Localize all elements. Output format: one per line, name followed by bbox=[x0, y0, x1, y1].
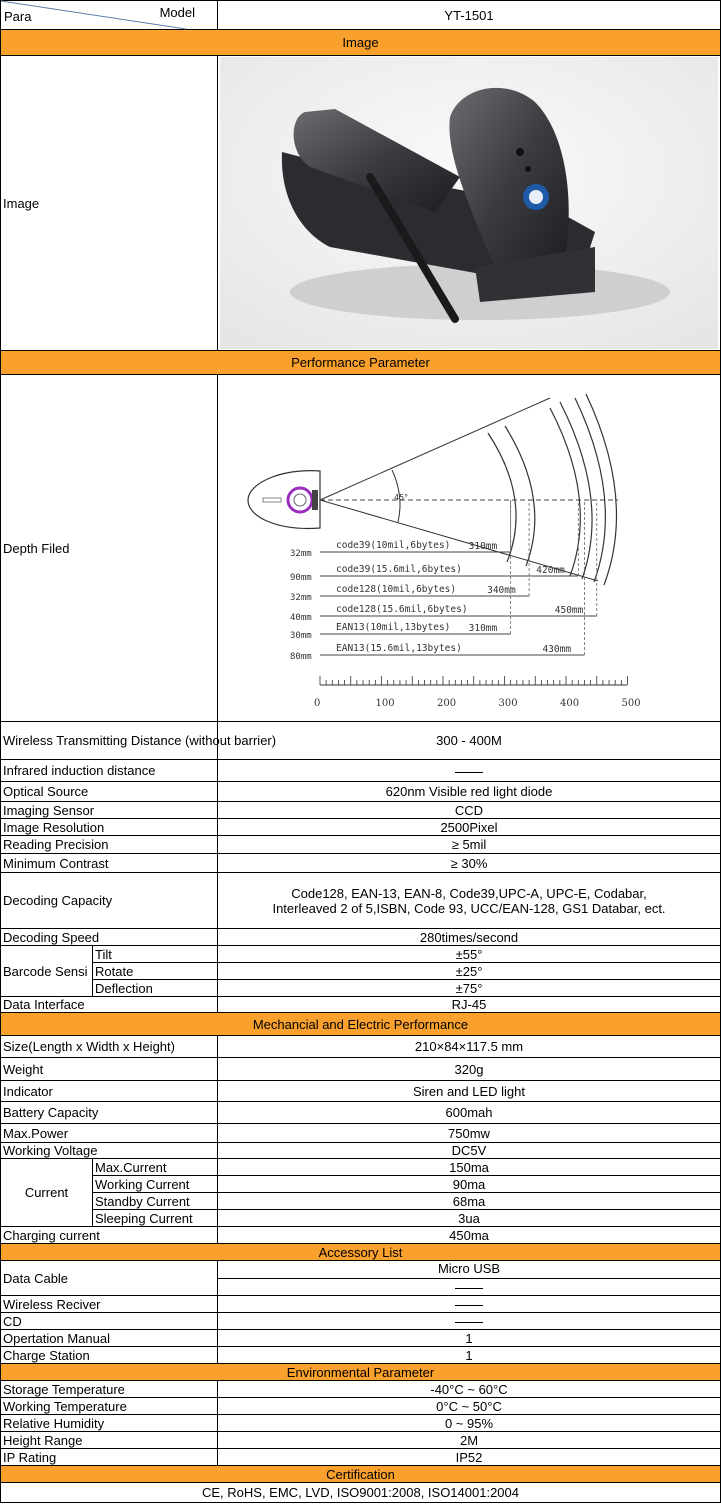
resolution-label: Image Resolution bbox=[1, 819, 218, 836]
weight-value: 320g bbox=[218, 1058, 721, 1081]
image-row bbox=[1, 56, 721, 351]
para-label: Para bbox=[4, 9, 32, 24]
sensor-label: Imaging Sensor bbox=[1, 802, 218, 819]
cable-value-cell bbox=[218, 1261, 721, 1296]
standby-current-label: Standby Current bbox=[93, 1193, 218, 1210]
depth-code-label: code39(10mil,6bytes) bbox=[336, 540, 451, 551]
humidity-label: Relative Humidity bbox=[1, 1415, 218, 1432]
section-certification: Certification bbox=[1, 1466, 721, 1483]
height-value: 2M bbox=[218, 1432, 721, 1449]
scale-label: 0 bbox=[314, 698, 321, 709]
depth-code-label: EAN13(15.6mil,13bytes) bbox=[336, 643, 462, 654]
max-current-value: 150ma bbox=[218, 1159, 721, 1176]
depth-min-label: 80mm bbox=[290, 652, 312, 662]
depth-of-field-diagram bbox=[220, 376, 718, 720]
cable-label: Data Cable bbox=[1, 1261, 218, 1296]
interface-label: Data Interface bbox=[1, 997, 218, 1013]
decoding-value bbox=[218, 873, 721, 929]
depth-distance-label: 310mm bbox=[468, 541, 498, 552]
scale-label: 400 bbox=[560, 698, 580, 709]
depth-min-label: 30mm bbox=[290, 631, 312, 641]
depth-code-label: code128(10mil,6bytes) bbox=[336, 584, 457, 595]
empty-dash bbox=[455, 1321, 483, 1323]
tilt-label: Tilt bbox=[93, 946, 218, 963]
depth-chart-cell bbox=[218, 375, 721, 722]
depth-distance-label: 430mm bbox=[542, 644, 572, 655]
depth-min-label: 40mm bbox=[290, 613, 312, 623]
sleeping-current-label: Sleeping Current bbox=[93, 1210, 218, 1227]
depth-row bbox=[1, 375, 721, 722]
empty-dash bbox=[455, 1304, 483, 1306]
receiver-value bbox=[218, 1296, 721, 1313]
resolution-value: 2500Pixel bbox=[218, 819, 721, 836]
section-mechanical: Mechancial and Electric Performance bbox=[1, 1013, 721, 1036]
sensor-value: CCD bbox=[218, 802, 721, 819]
infrared-label: Infrared induction distance bbox=[1, 760, 218, 782]
depth-distance-label: 340mm bbox=[487, 585, 516, 596]
current-label: Current bbox=[1, 1159, 93, 1227]
depth-min-label: 90mm bbox=[290, 573, 312, 583]
size-value: 210×84×117.5 mm bbox=[218, 1036, 721, 1058]
rotate-label: Rotate bbox=[93, 963, 218, 980]
header-row bbox=[1, 1, 721, 30]
interface-value: RJ-45 bbox=[218, 997, 721, 1013]
storage-label: Storage Temperature bbox=[1, 1381, 218, 1398]
angle-label: 45° bbox=[394, 493, 409, 502]
decoding-line-2: Interleaved 2 of 5,ISBN, Code 93, UCC/EAN-128, GS1 Databar, ect. bbox=[272, 900, 666, 916]
weight-label: Weight bbox=[1, 1058, 218, 1081]
wireless-value: 300 - 400M bbox=[218, 722, 721, 760]
depth-distance-label: 420mm bbox=[536, 565, 565, 576]
manual-label: Opertation Manual bbox=[1, 1330, 218, 1347]
depth-min-label: 32mm bbox=[290, 593, 312, 603]
humidity-value: 0 ~ 95% bbox=[218, 1415, 721, 1432]
power-label: Max.Power bbox=[1, 1124, 218, 1143]
product-photo-cell bbox=[218, 56, 721, 351]
precision-value: ≥ 5mil bbox=[218, 836, 721, 854]
cd-value bbox=[218, 1313, 721, 1330]
working-current-label: Working Current bbox=[93, 1176, 218, 1193]
infrared-value bbox=[218, 760, 721, 782]
section-image: Image bbox=[1, 30, 721, 56]
cable-value: Micro USB bbox=[218, 1261, 720, 1279]
sensi-label: Barcode Sensi bbox=[1, 946, 93, 997]
ip-label: IP Rating bbox=[1, 1449, 218, 1466]
voltage-value: DC5V bbox=[218, 1143, 721, 1159]
indicator-value: Siren and LED light bbox=[218, 1081, 721, 1102]
image-row-label: Image bbox=[1, 56, 218, 351]
max-current-label: Max.Current bbox=[93, 1159, 218, 1176]
storage-value: -40°C ~ 60°C bbox=[218, 1381, 721, 1398]
depth-code-label: code128(15.6mil,6bytes) bbox=[336, 604, 468, 615]
deflection-value: ±75° bbox=[218, 980, 721, 997]
station-value: 1 bbox=[218, 1347, 721, 1364]
indicator-label: Indicator bbox=[1, 1081, 218, 1102]
manual-value: 1 bbox=[218, 1330, 721, 1347]
wireless-label: Wireless Transmitting Distance (without barrier) bbox=[1, 722, 218, 760]
contrast-value: ≥ 30% bbox=[218, 854, 721, 873]
optical-label: Optical Source bbox=[1, 782, 218, 802]
power-value: 750mw bbox=[218, 1124, 721, 1143]
charging-value: 450ma bbox=[218, 1227, 721, 1244]
depth-code-label: EAN13(10mil,13bytes) bbox=[336, 622, 451, 633]
speed-value: 280times/second bbox=[218, 929, 721, 946]
standby-current-value: 68ma bbox=[218, 1193, 721, 1210]
section-environmental: Environmental Parameter bbox=[1, 1364, 721, 1381]
battery-value: 600mah bbox=[218, 1102, 721, 1124]
deflection-label: Deflection bbox=[93, 980, 218, 997]
tilt-value: ±55° bbox=[218, 946, 721, 963]
certification-value: CE, RoHS, EMC, LVD, ISO9001:2008, ISO14001:2004 bbox=[1, 1483, 721, 1503]
scale-label: 500 bbox=[621, 698, 641, 709]
working-temp-value: 0°C ~ 50°C bbox=[218, 1398, 721, 1415]
empty-dash bbox=[455, 771, 483, 773]
section-accessory: Accessory List bbox=[1, 1244, 721, 1261]
decoding-label: Decoding Capacity bbox=[1, 873, 218, 929]
cd-label: CD bbox=[1, 1313, 218, 1330]
ip-value: IP52 bbox=[218, 1449, 721, 1466]
scale-label: 100 bbox=[375, 698, 395, 709]
station-label: Charge Station bbox=[1, 1347, 218, 1364]
model-label: Model bbox=[159, 5, 195, 20]
section-performance: Performance Parameter bbox=[1, 351, 721, 375]
decoding-line-1: Code128, EAN-13, EAN-8, Code39,UPC-A, UPC-E, Codabar, bbox=[291, 885, 647, 901]
sleeping-current-value: 3ua bbox=[218, 1210, 721, 1227]
voltage-label: Working Voltage bbox=[1, 1143, 218, 1159]
battery-label: Battery Capacity bbox=[1, 1102, 218, 1124]
depth-code-label: code39(15.6mil,6bytes) bbox=[336, 564, 462, 575]
charging-label: Charging current bbox=[1, 1227, 218, 1244]
scale-label: 300 bbox=[498, 698, 518, 709]
receiver-label: Wireless Reciver bbox=[1, 1296, 218, 1313]
working-temp-label: Working Temperature bbox=[1, 1398, 218, 1415]
depth-distance-label: 310mm bbox=[468, 623, 498, 634]
height-label: Height Range bbox=[1, 1432, 218, 1449]
scale-label: 200 bbox=[437, 698, 457, 709]
precision-label: Reading Precision bbox=[1, 836, 218, 854]
working-current-value: 90ma bbox=[218, 1176, 721, 1193]
model-value: YT-1501 bbox=[218, 1, 721, 30]
depth-distance-label: 450mm bbox=[554, 605, 584, 616]
para-model-cell bbox=[1, 1, 218, 30]
depth-label: Depth Filed bbox=[1, 375, 218, 722]
contrast-label: Minimum Contrast bbox=[1, 854, 218, 873]
barcode-scanner-image bbox=[220, 57, 718, 349]
rotate-value: ±25° bbox=[218, 963, 721, 980]
empty-dash bbox=[455, 1287, 483, 1289]
speed-label: Decoding Speed bbox=[1, 929, 218, 946]
depth-min-label: 32mm bbox=[290, 549, 312, 559]
optical-value: 620nm Visible red light diode bbox=[218, 782, 721, 802]
size-label: Size(Length x Width x Height) bbox=[1, 1036, 218, 1058]
